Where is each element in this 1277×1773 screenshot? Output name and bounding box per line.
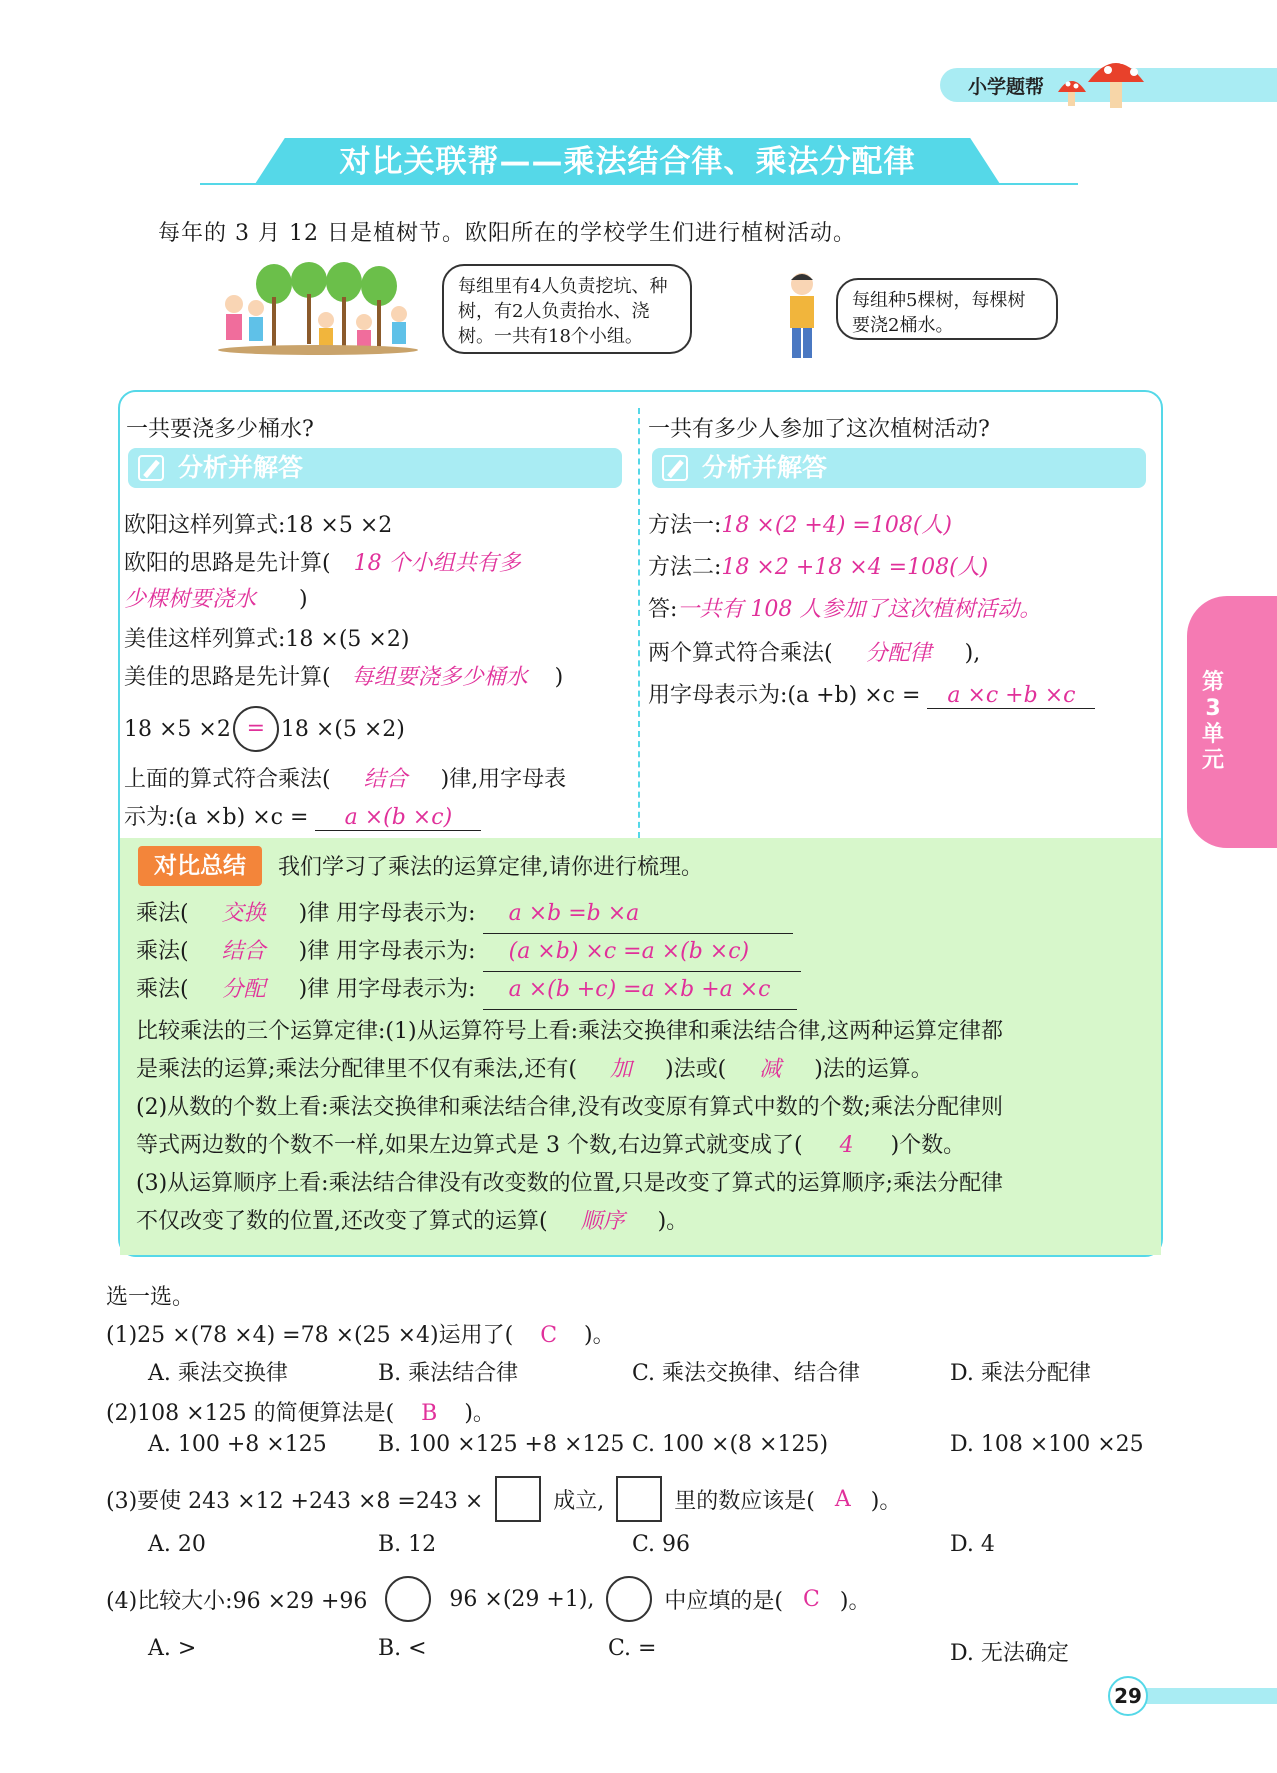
- text: ),: [964, 641, 981, 666]
- summary-intro: 我们学习了乘法的运算定律,请你进行梳理。: [278, 855, 703, 880]
- answer: 分配律: [865, 641, 932, 666]
- answer: A: [834, 1486, 851, 1512]
- left-line-1: 欧阳这样列算式:18 ×5 ×2: [124, 513, 393, 538]
- q4-option-d: D. 无法确定: [950, 1641, 1069, 1666]
- text: 成立,: [553, 1488, 605, 1514]
- answer: C: [803, 1586, 820, 1612]
- text: )。: [464, 1401, 495, 1426]
- tab-char: 3: [1205, 696, 1221, 721]
- text: (2)108 ×125 的简便算法是(: [106, 1401, 395, 1426]
- q3-option-a: A. 20: [148, 1532, 206, 1557]
- q1-option-a: A. 乘法交换律: [148, 1361, 288, 1386]
- text: ): [554, 665, 564, 690]
- answer: 4: [839, 1133, 854, 1158]
- unit-side-label: [1198, 670, 1228, 774]
- text: ): [299, 587, 308, 612]
- text: )个数。: [890, 1133, 966, 1158]
- right-question: 一共有多少人参加了这次植树活动?: [648, 417, 990, 442]
- answer: 加: [610, 1057, 633, 1082]
- summary-p3b: [136, 1202, 688, 1241]
- page-number-bar: [1140, 1688, 1277, 1704]
- mushroom-icon: [1058, 44, 1148, 114]
- answer: 少棵树要浇水: [124, 587, 257, 612]
- left-line-6: [124, 762, 566, 793]
- answer: 18 ×(2 +4) =108(人): [721, 513, 953, 538]
- summary-rule-3: [136, 970, 797, 1010]
- page-number: 29: [1108, 1676, 1148, 1716]
- answer: 交换: [221, 901, 266, 926]
- speech-bubble-2: 每组种5棵树，每棵树要浇2桶水。: [836, 278, 1058, 340]
- left-line-7: [124, 800, 481, 831]
- answer: B: [421, 1401, 438, 1426]
- text: (4)比较大小:96 ×29 +96: [106, 1588, 368, 1614]
- text: 18 ×5 ×2: [124, 716, 231, 742]
- boy-illustration: [778, 270, 826, 364]
- text: 乘法(: [136, 939, 189, 964]
- answer: 结合: [363, 767, 408, 792]
- formula: a ×(b +c) =a ×b +a ×c: [483, 970, 797, 1010]
- text: 用字母表示为:(a +b) ×c =: [648, 683, 921, 708]
- answer: 每组要浇多少桶水: [351, 665, 528, 690]
- text: )律,用字母表: [440, 767, 567, 792]
- formula: (a ×b) ×c =a ×(b ×c): [483, 932, 801, 972]
- answer: a ×(b ×c): [315, 805, 481, 831]
- text: )律 用字母表示为:: [298, 977, 476, 1002]
- summary-p3a: (3)从运算顺序上看:乘法结合律没有改变数的位置,只是改变了算式的运算顺序;乘法分配律: [136, 1171, 1003, 1196]
- pencil-icon: [662, 455, 688, 481]
- text: 方法一:: [648, 513, 722, 538]
- answer: 分配: [221, 977, 266, 1002]
- q1-option-c: C. 乘法交换律、结合律: [632, 1361, 861, 1386]
- q3-option-d: D. 4: [950, 1532, 995, 1557]
- answer: 减: [759, 1057, 782, 1082]
- right-line-2: [648, 550, 988, 581]
- tab-char: 元: [1201, 748, 1224, 773]
- text: )律 用字母表示为:: [298, 901, 476, 926]
- right-analysis-header: [652, 448, 1146, 488]
- q2-stem: [106, 1396, 495, 1427]
- text: 欧阳的思路是先计算(: [124, 551, 331, 576]
- page-title: 对比关联帮——乘法结合律、乘法分配律: [339, 144, 916, 180]
- left-question: 一共要浇多少桶水?: [126, 417, 314, 442]
- q2-option-c: C. 100 ×(8 ×125): [632, 1432, 829, 1457]
- text: 是乘法的运算;乘法分配律里不仅有乘法,还有(: [136, 1057, 577, 1082]
- blank-circle: [385, 1576, 431, 1622]
- text: 答:: [648, 597, 678, 622]
- answer: 一共有 108 人参加了这次植树活动。: [677, 597, 1042, 622]
- q2-option-b: B. 100 ×125 +8 ×125: [378, 1432, 625, 1457]
- left-line-2b: [124, 582, 308, 613]
- blank-box: [495, 1476, 541, 1522]
- q4-option-a: A. >: [148, 1636, 197, 1661]
- left-line-4: [124, 660, 563, 691]
- q4-option-c: C. =: [608, 1636, 657, 1661]
- q2-option-a: A. 100 +8 ×125: [148, 1432, 327, 1457]
- tab-char: 单: [1201, 722, 1224, 747]
- text: 示为:(a ×b) ×c =: [124, 805, 309, 830]
- answer: 结合: [221, 939, 266, 964]
- blank-box: [616, 1476, 662, 1522]
- compare-circle: =: [233, 706, 279, 752]
- q2-option-d: D. 108 ×100 ×25: [950, 1432, 1144, 1457]
- brand-text: 小学题帮: [968, 76, 1045, 98]
- text: (3)要使 243 ×12 +243 ×8 =243 ×: [106, 1488, 484, 1514]
- text: )法或(: [665, 1057, 727, 1082]
- pencil-icon: [138, 455, 164, 481]
- summary-p2b: [136, 1126, 965, 1165]
- q4-option-b: B. <: [378, 1636, 427, 1661]
- text: 乘法(: [136, 977, 189, 1002]
- text: )。: [839, 1588, 871, 1614]
- text: 里的数应该是(: [674, 1488, 815, 1514]
- q3-option-c: C. 96: [632, 1532, 691, 1557]
- text: 上面的算式符合乘法(: [124, 767, 331, 792]
- right-line-5: [648, 678, 1095, 709]
- text: )律 用字母表示为:: [298, 939, 476, 964]
- text: 96 ×(29 +1),: [449, 1586, 595, 1612]
- summary-p1a: 比较乘法的三个运算定律:(1)从运算符号上看:乘法交换律和乘法结合律,这两种运算定律都: [136, 1019, 1003, 1044]
- text: 方法二:: [648, 555, 722, 580]
- left-analysis-header: [128, 448, 622, 488]
- text: 美佳的思路是先计算(: [124, 665, 331, 690]
- left-line-2: [124, 546, 521, 577]
- text: 不仅改变了数的位置,还改变了算式的运算(: [136, 1209, 548, 1234]
- answer: a ×c +b ×c: [927, 683, 1095, 709]
- right-line-4: [648, 636, 980, 667]
- summary-rule-1: [136, 894, 793, 934]
- answer: C: [540, 1323, 558, 1348]
- speech-bubble-1: 每组里有4人负责挖坑、种树，有2人负责抬水、浇树。一共有18个小组。: [442, 264, 692, 354]
- q3-option-b: B. 12: [378, 1532, 437, 1557]
- answer: 18 个小组共有多: [353, 551, 521, 576]
- q1-stem: [106, 1318, 615, 1349]
- summary-rule-2: [136, 932, 801, 972]
- q3-stem: [106, 1476, 901, 1522]
- analysis-label: 分析并解答: [178, 453, 304, 482]
- choose-heading: 选一选。: [106, 1285, 195, 1310]
- q4-stem: [106, 1576, 870, 1622]
- blank-circle: [606, 1576, 652, 1622]
- text: )。: [657, 1209, 689, 1234]
- right-line-3: [648, 592, 1041, 623]
- answer: 18 ×2 +18 ×4 =108(人): [721, 555, 989, 580]
- summary-p1b: [136, 1050, 933, 1089]
- text: 乘法(: [136, 901, 189, 926]
- text: )。: [870, 1488, 902, 1514]
- tab-char: 第: [1201, 670, 1224, 695]
- text: )法的运算。: [814, 1057, 933, 1082]
- intro-text: 每年的 3 月 12 日是植树节。欧阳所在的学校学生们进行植树活动。: [158, 221, 856, 246]
- text: 等式两边数的个数不一样,如果左边算式是 3 个数,右边算式就变成了(: [136, 1133, 803, 1158]
- left-line-5: [124, 706, 405, 752]
- text: )。: [584, 1323, 615, 1348]
- text: 18 ×(5 ×2): [280, 716, 405, 742]
- left-line-3: 美佳这样列算式:18 ×(5 ×2): [124, 627, 410, 652]
- kids-planting-illustration: [214, 262, 422, 356]
- text: (1)25 ×(78 ×4) =78 ×(25 ×4)运用了(: [106, 1323, 514, 1348]
- text: 两个算式符合乘法(: [648, 641, 833, 666]
- q1-option-d: D. 乘法分配律: [950, 1361, 1091, 1386]
- right-line-1: [648, 508, 952, 539]
- panel-divider: [638, 408, 640, 838]
- summary-tag: 对比总结: [138, 846, 262, 886]
- q1-option-b: B. 乘法结合律: [378, 1361, 519, 1386]
- answer: 顺序: [580, 1209, 625, 1234]
- formula: a ×b =b ×a: [483, 894, 793, 934]
- summary-p2a: (2)从数的个数上看:乘法交换律和乘法结合律,没有改变原有算式中数的个数;乘法分配律则: [136, 1095, 1003, 1120]
- analysis-label: 分析并解答: [702, 453, 828, 482]
- text: 中应填的是(: [664, 1588, 784, 1614]
